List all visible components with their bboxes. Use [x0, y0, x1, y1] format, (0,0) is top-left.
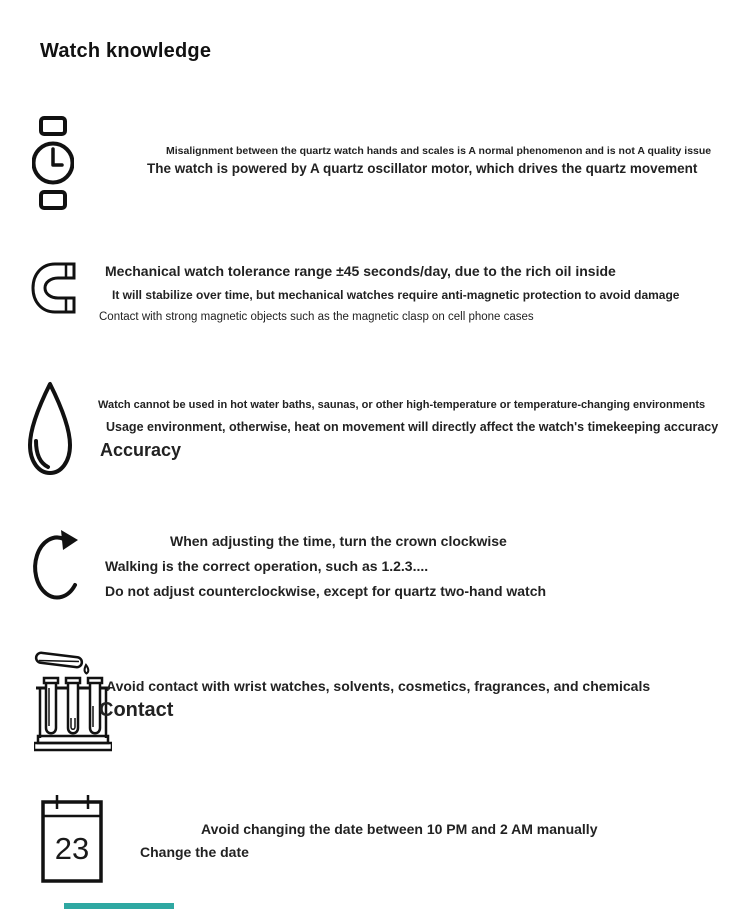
water-drop-icon: [27, 381, 73, 477]
rotate-clockwise-icon: [30, 527, 82, 603]
date-line-1: Avoid changing the date between 10 PM and 2 AM manually: [201, 821, 598, 837]
quartz-note-line: Misalignment between the quartz watch hands and scales is A normal phenomenon and is not A quality issue: [166, 145, 712, 157]
magnet-icon: [30, 261, 76, 315]
calendar-icon: [41, 794, 103, 884]
magnetic-line-3: Contact with strong magnetic objects such as the magnetic clasp on cell phone cases: [99, 311, 534, 323]
accuracy-heading: Accuracy: [100, 440, 182, 460]
crown-line-1: When adjusting the time, turn the crown clockwise: [170, 533, 507, 549]
watch-icon: [32, 116, 74, 210]
next-section-color-bar: [64, 903, 174, 909]
calendar-day-number: 23: [54, 831, 90, 866]
crown-line-2: Walking is the correct operation, such as 1.2.3....: [105, 558, 429, 574]
date-line-2: Change the date: [140, 844, 249, 860]
page-title: Watch knowledge: [40, 40, 212, 62]
accuracy-line-2: Usage environment, otherwise, heat on movement will directly affect the watch's timekeeping accuracy: [106, 420, 719, 434]
contact-heading: Contact: [99, 699, 174, 721]
accuracy-line-1: Watch cannot be used in hot water baths, saunas, or other high-temperature or temperature-changing environments: [98, 399, 706, 411]
magnetic-line-1: Mechanical watch tolerance range ±45 seconds/day, due to the rich oil inside: [105, 263, 616, 279]
quartz-main-line: The watch is powered by A quartz oscillator motor, which drives the quartz movement: [147, 161, 698, 176]
magnetic-line-2: It will stabilize over time, but mechanical watches require anti-magnetic protection to avoid damage: [112, 288, 680, 302]
chemical-line-1: Avoid contact with wrist watches, solvents, cosmetics, fragrances, and chemicals: [106, 678, 651, 694]
crown-line-3: Do not adjust counterclockwise, except for quartz two-hand watch: [105, 583, 547, 599]
